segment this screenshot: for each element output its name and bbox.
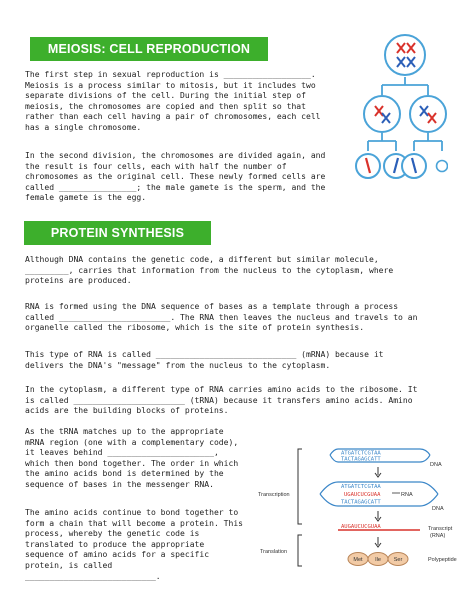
transcript-label: Transcript [428, 526, 453, 532]
parent-cell [385, 35, 425, 75]
meiosis-paragraph-1: The first step in sexual reproduction is __________________. Meiosis is a process similar to mitosis, but it includes two separate divisions of the cell. During the initial step of meiosis, the chromosomes are copied and then split so that rather than each cell having a pair of chromosomes, each cell has a single chromosome. [25, 70, 321, 132]
dna-double-strand [330, 449, 442, 468]
translation-label: Translation [260, 549, 288, 555]
daughter-cell-right [410, 96, 446, 132]
dna-mid-top-sequence: ATGATCTCGTAA [341, 484, 381, 490]
protein-synthesis-diagram [254, 440, 470, 598]
meiosis-diagram [352, 33, 448, 191]
rna-label: RNA [401, 492, 413, 498]
protein-paragraph-5: As the tRNA matches up to the appropriate mRNA region (one with a complementary code), it leaves behind ______________________, which then bond together. The order in which the amino acids bond is determined by the sequence of bases in the messenger RNA. [25, 427, 239, 489]
dna-label-mid: DNA [432, 506, 444, 512]
dna-top-sequence: ATGATCTCGTAA [341, 450, 381, 457]
arrow-down-1 [375, 467, 381, 477]
protein-paragraph-3: This type of RNA is called _____________________________ (mRNA) because it delivers the DNA's "message" from the nucleus to the cytoplasm. [25, 350, 384, 370]
amino-label-ile: Ile [375, 557, 381, 563]
transcript-sublabel: (RNA) [430, 533, 446, 539]
dna-label-top: DNA [430, 462, 442, 468]
rna-sequence: UGAUCUCGUAA [344, 492, 381, 498]
gamete-cells [356, 154, 448, 178]
transcription-bubble [320, 482, 444, 512]
protein-paragraph-4: In the cytoplasm, a different type of RNA carries amino acids to the ribosome. It is called _______________________ (tRNA) because it transfers amino acids. Amino acids are the building blocks of proteins. [25, 385, 418, 416]
protein-paragraph-1: Although DNA contains the genetic code, a different but similar molecule, _________, carries that information from the nucleus to the cytoplasm, where proteins are produced. [25, 255, 394, 286]
mrna-sequence: AUGAUCUCGUAA [341, 524, 381, 530]
polypeptide-chain [348, 553, 457, 566]
amino-label-met: Met [353, 557, 363, 563]
transcription-bracket [258, 449, 302, 524]
dna-mid-bottom-sequence: TACTAGAGCATT [341, 499, 381, 506]
polypeptide-label: Polypeptide [428, 557, 457, 563]
daughter-cell-left [364, 96, 400, 132]
meiosis-heading: MEIOSIS: CELL REPRODUCTION [30, 37, 268, 61]
meiosis-paragraph-2: In the second division, the chromosomes are divided again, and the result is four cells, each with half the number of chromosomes as the original cell. These newly formed cells are called ________________; the male gamete is the sperm, and the female gamete is the egg. [25, 151, 326, 203]
transcription-label: Transcription [258, 492, 290, 498]
amino-label-ser: Ser [393, 557, 403, 563]
mrna-transcript [338, 524, 453, 539]
protein-paragraph-6: The amino acids continue to bond together to form a chain that will become a protein. This process, whereby the genetic code is translated to produce the appropriate sequence of amino acids for a specific protein, is called ___________________________. [25, 508, 244, 581]
protein-synthesis-heading: PROTEIN SYNTHESIS [24, 221, 211, 245]
dna-bottom-sequence: TACTAGAGCATT [341, 456, 381, 463]
arrow-down-2 [375, 511, 381, 521]
arrow-down-3 [375, 537, 381, 547]
protein-paragraph-2: RNA is formed using the DNA sequence of bases as a template through a process called _______________________. The RNA then leaves the nucleus and travels to an organelle called the ribosome, which is the site of protein synthesis. [25, 302, 418, 333]
translation-bracket [260, 535, 302, 566]
